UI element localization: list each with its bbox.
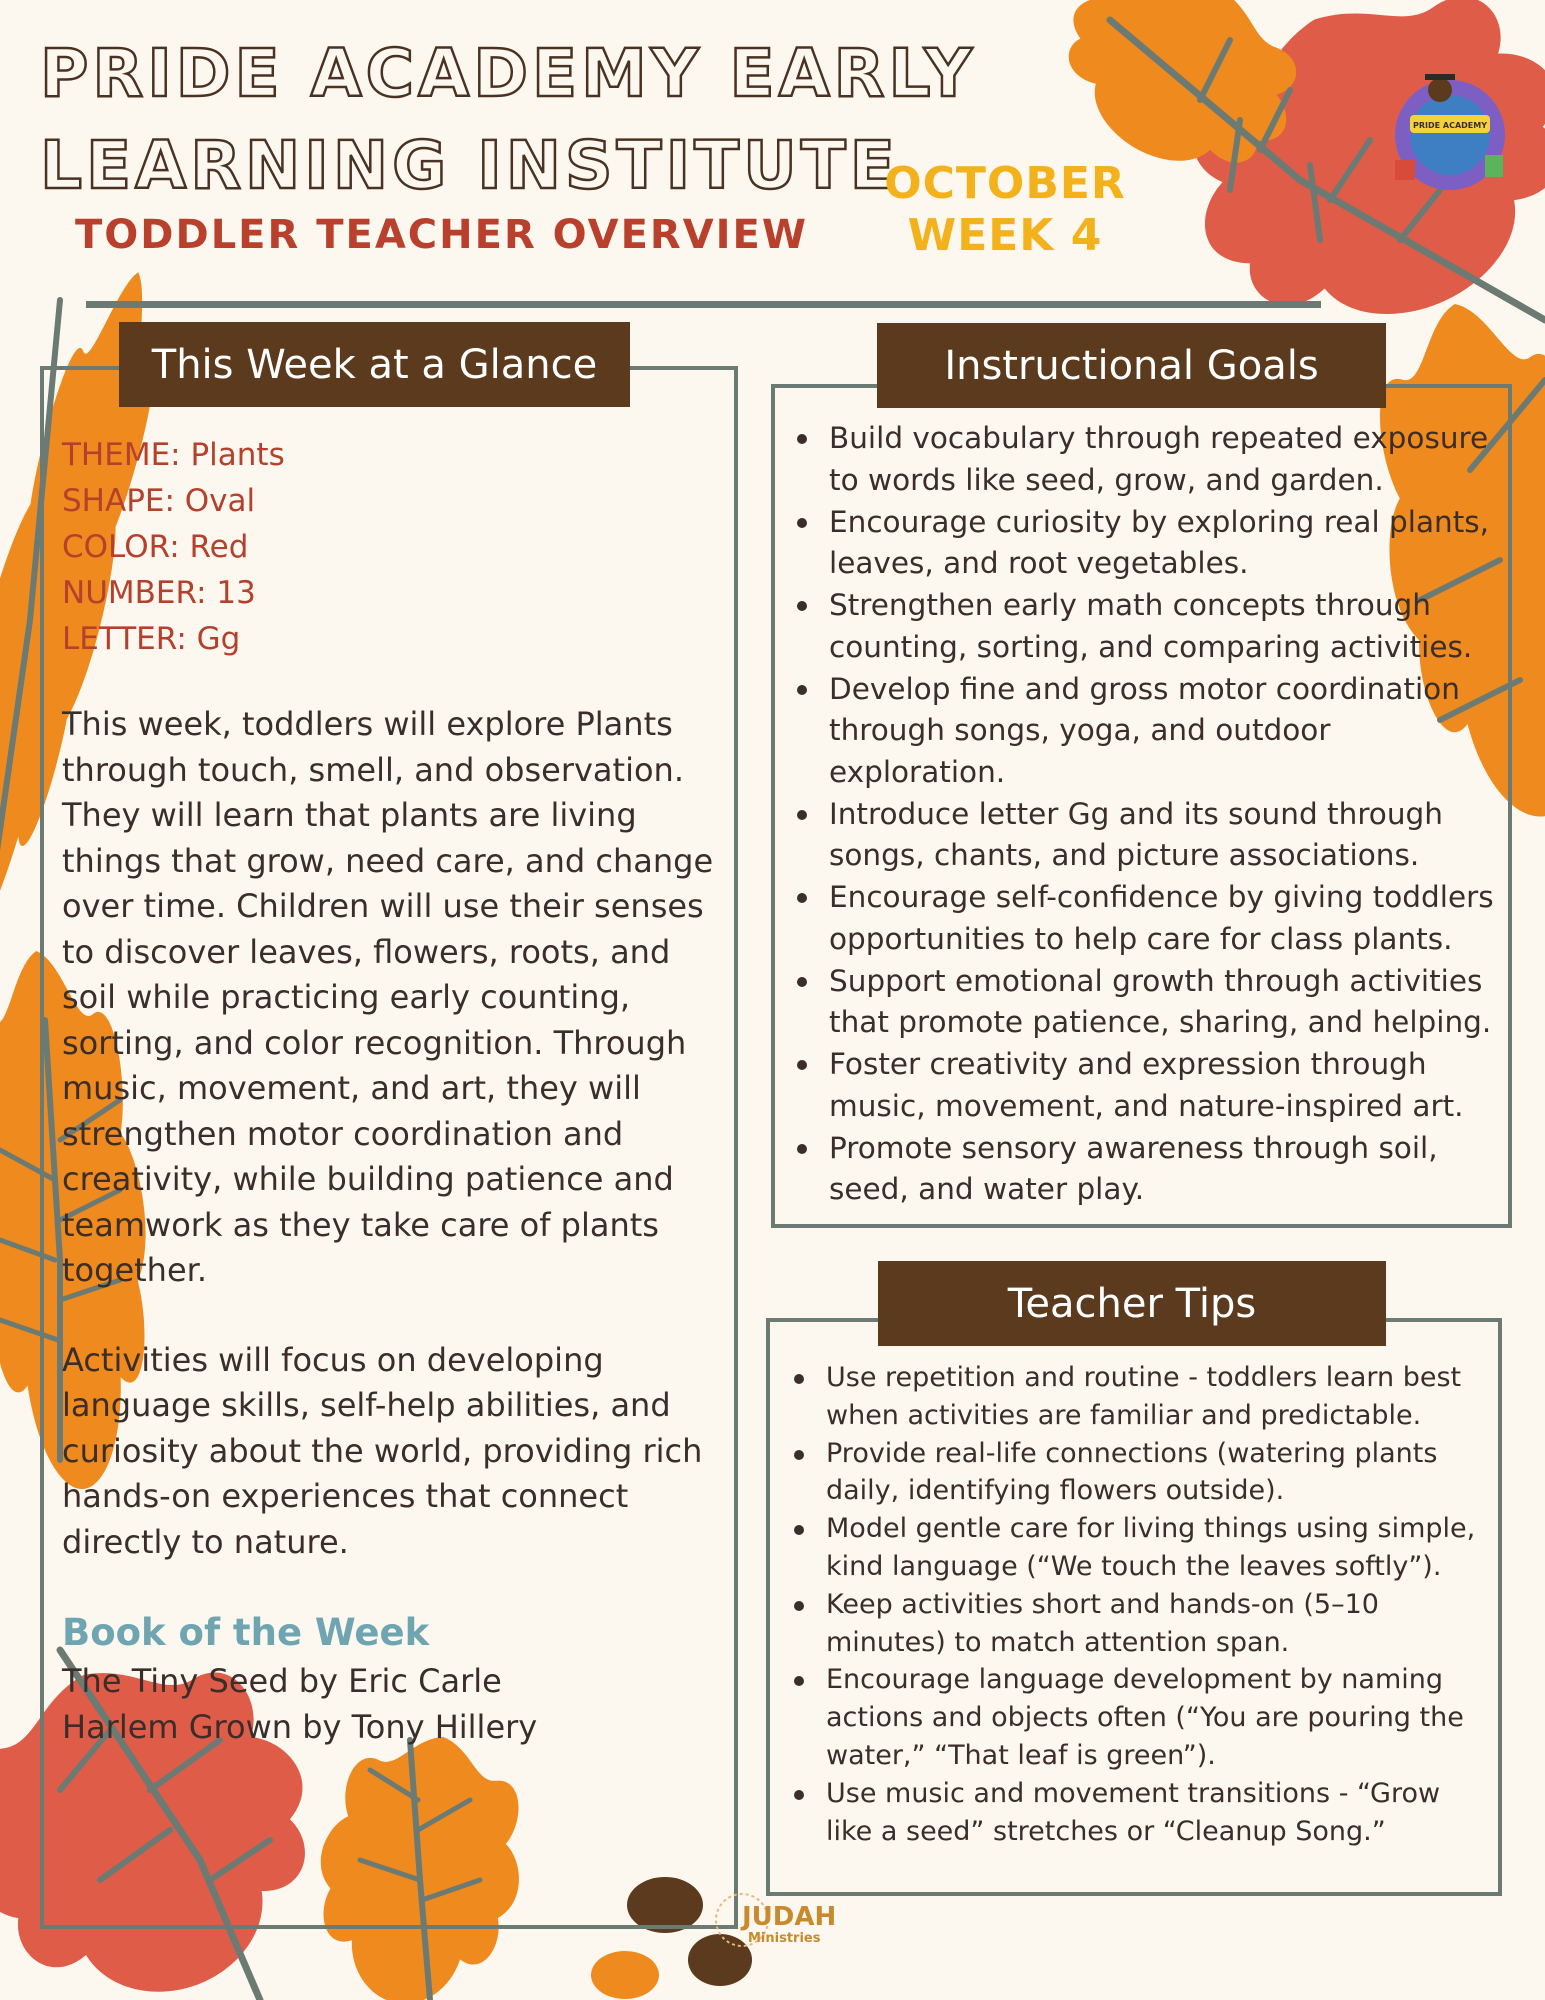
svg-text:Ministries: Ministries — [748, 1931, 821, 1946]
tip-item: Encourage language development by naming actions and objects often (“You are pouring the water,” “That leaf is green”). — [778, 1661, 1490, 1774]
goal-item: Develop fine and gross motor coordination through songs, yoga, and outdoor exploration. — [781, 669, 1496, 794]
glance-content — [62, 432, 722, 1750]
fact-letter: LETTER: Gg — [62, 621, 241, 657]
judah-ministries-logo — [712, 1890, 862, 1960]
tips-list — [778, 1359, 1490, 1850]
fact-shape: SHAPE: Oval — [62, 483, 256, 519]
goal-item: Foster creativity and expression through music, movement, and nature-inspired art. — [781, 1044, 1496, 1127]
page-subtitle: TODDLER TEACHER OVERVIEW — [75, 212, 808, 258]
date-block — [880, 158, 1130, 262]
title-line-1: PRIDE ACADEMY EARLY — [40, 35, 977, 112]
svg-text:JUDAH: JUDAH — [742, 1902, 837, 1932]
goal-item: Build vocabulary through repeated exposure to words like seed, grow, and garden. — [781, 418, 1496, 501]
month-label: OCTOBER — [884, 158, 1126, 209]
goal-item: Promote sensory awareness through soil, seed, and water play. — [781, 1128, 1496, 1211]
title-line-2: LEARNING INSTITUTE — [40, 127, 899, 204]
fact-number: NUMBER: 13 — [62, 575, 256, 611]
goal-item: Support emotional growth through activities that promote patience, sharing, and helping. — [781, 961, 1496, 1044]
glance-heading: This Week at a Glance — [119, 322, 630, 407]
tip-item: Use repetition and routine - toddlers learn best when activities are familiar and predictable. — [778, 1359, 1490, 1435]
tip-item: Provide real-life connections (watering plants daily, identifying flowers outside). — [778, 1435, 1490, 1511]
book-of-week-heading: Book of the Week — [62, 1611, 430, 1654]
tip-item: Keep activities short and hands-on (5–10 minutes) to match attention span. — [778, 1586, 1490, 1662]
week-label: WEEK 4 — [907, 210, 1103, 261]
goal-item: Encourage self-confidence by giving toddlers opportunities to help care for class plants. — [781, 877, 1496, 960]
fact-color: COLOR: Red — [62, 529, 249, 565]
book-title-2: Harlem Grown by Tony Hillery — [62, 1708, 538, 1746]
header-divider — [86, 301, 1321, 308]
leaf-bottom-brown-3 — [591, 1951, 659, 1999]
goals-heading: Instructional Goals — [877, 323, 1386, 408]
pride-academy-logo — [1380, 60, 1520, 200]
goals-list — [781, 418, 1496, 1211]
goal-item: Encourage curiosity by exploring real plants, leaves, and root vegetables. — [781, 502, 1496, 585]
overview-paragraph-1: This week, toddlers will explore Plants through touch, smell, and observation. They will learn that plants are living things that grow, need care, and change over time. Children will use their senses to discover leaves, flowers, roots, and soil while practicing early counting, sorting, and color recognition. Through music, movement, and art, they will strengthen motor coordination and creativity, while building patience and teamwork as they take care of plants together. — [62, 705, 714, 1289]
fact-theme: THEME: Plants — [62, 437, 285, 473]
overview-paragraph-2: Activities will focus on developing language skills, self-help abilities, and curiosity about the world, providing rich hands-on experiences that connect directly to nature. — [62, 1340, 703, 1561]
tips-heading: Teacher Tips — [878, 1261, 1386, 1346]
weekly-facts-list — [62, 432, 722, 662]
goal-item: Introduce letter Gg and its sound through songs, chants, and picture associations. — [781, 794, 1496, 877]
svg-text:PRIDE ACADEMY: PRIDE ACADEMY — [1412, 121, 1488, 130]
goal-item: Strengthen early math concepts through counting, sorting, and comparing activities. — [781, 585, 1496, 668]
tip-item: Use music and movement transitions - “Grow like a seed” stretches or “Cleanup Song.” — [778, 1775, 1490, 1851]
book-title-1: The Tiny Seed by Eric Carle — [62, 1662, 502, 1700]
tip-item: Model gentle care for living things using simple, kind language (“We touch the leaves softly”). — [778, 1510, 1490, 1586]
